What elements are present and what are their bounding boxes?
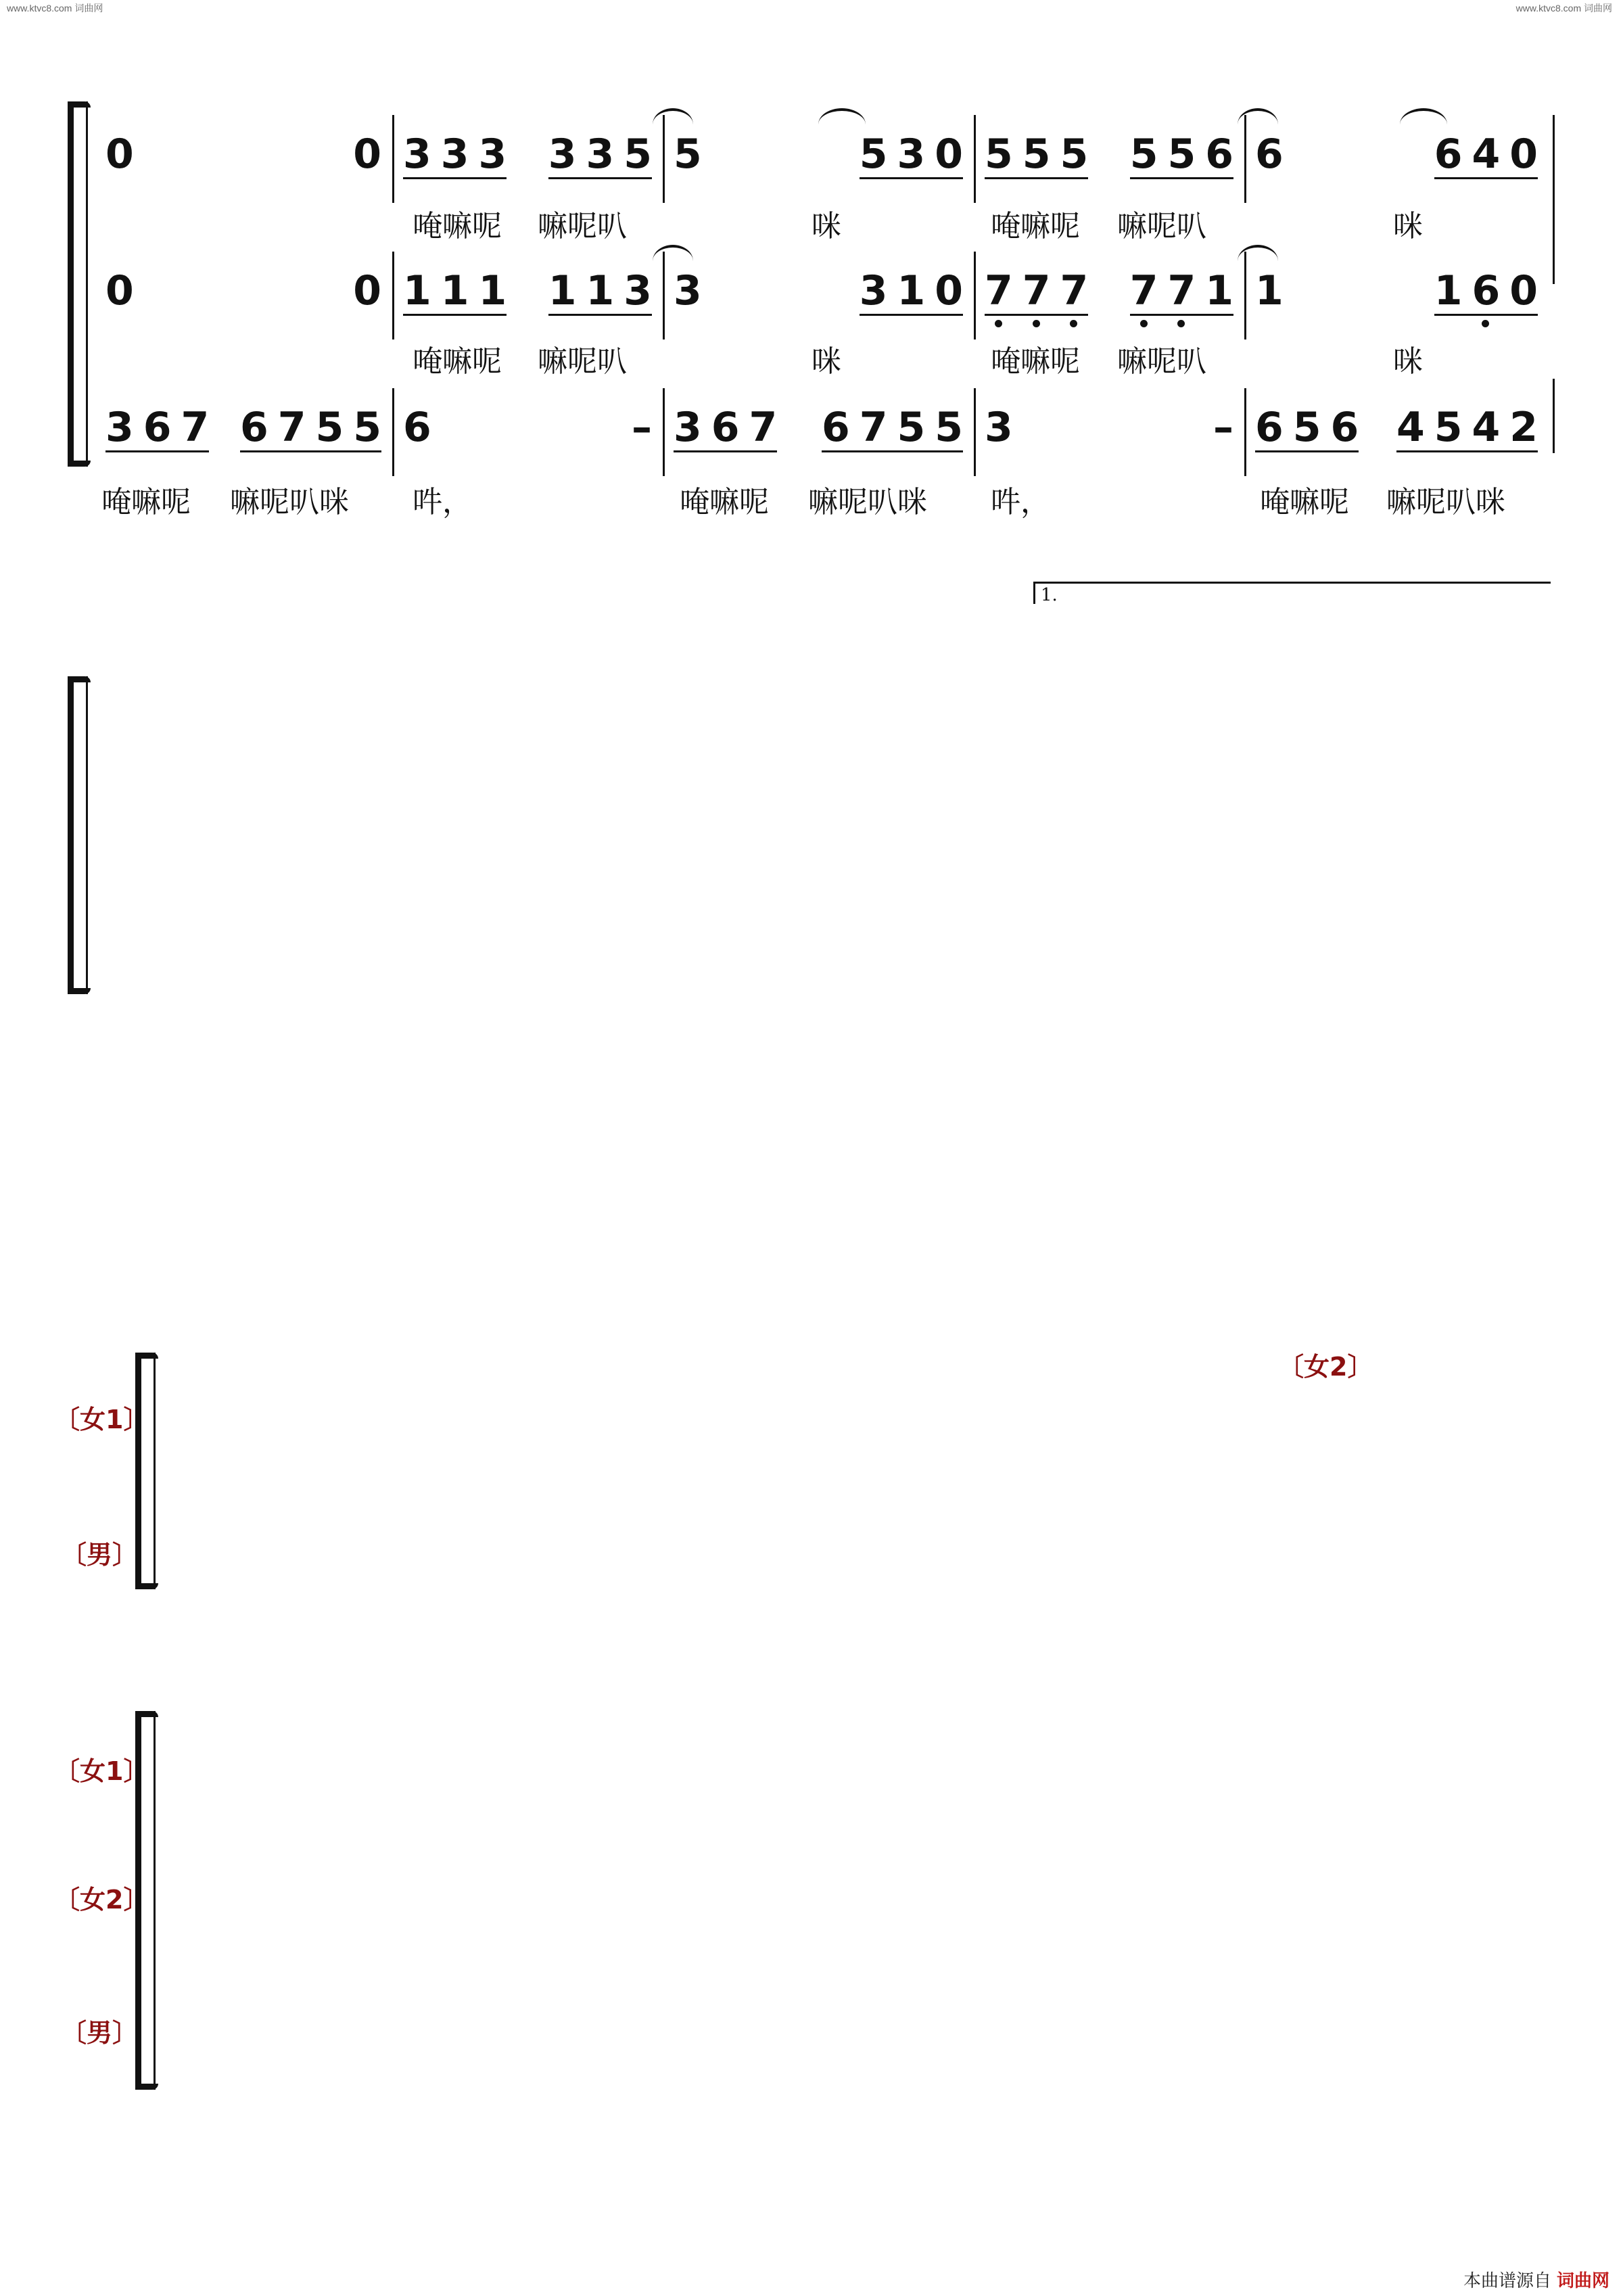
system-4	[0, 1346, 1623, 1637]
beat	[985, 406, 1013, 449]
barline	[974, 115, 976, 203]
lyric-syllable: 咪	[812, 209, 841, 243]
note: 5	[859, 131, 888, 178]
lyric-syllable: 嘛呢叭咪	[808, 485, 927, 519]
note: 7	[1060, 269, 1089, 312]
barline	[392, 252, 394, 339]
measure	[95, 133, 392, 176]
measure	[392, 406, 663, 449]
beat	[1396, 406, 1538, 452]
lyric-syllable: 嘛呢叭咪	[1386, 485, 1505, 519]
barline	[1244, 115, 1246, 203]
barline	[1244, 252, 1246, 339]
footer-brand: 词曲网	[1556, 2271, 1609, 2291]
note: 6	[1434, 131, 1463, 178]
measure	[95, 269, 392, 312]
beat	[353, 269, 381, 312]
lyric-syllable: 咪	[1393, 209, 1423, 243]
lyric-syllable: 咪	[812, 344, 841, 379]
beat	[674, 269, 702, 312]
lyric-syllable: 咪	[1393, 344, 1423, 379]
system-2	[0, 575, 1623, 1089]
note: 3	[674, 267, 702, 314]
note: 5	[624, 131, 652, 178]
lyric-syllable: 嘛呢叭	[1117, 344, 1206, 379]
measure	[663, 269, 974, 316]
note: 1	[440, 267, 469, 314]
note: 3	[985, 404, 1013, 451]
barline	[663, 388, 665, 476]
part-label-male: 〔男〕	[61, 1540, 139, 1570]
footer	[1463, 2267, 1609, 2292]
note: 7	[1168, 269, 1196, 312]
note: 5	[1292, 404, 1321, 451]
note: 3	[624, 267, 652, 314]
lyric-syllable: 嘛呢叭	[538, 209, 627, 243]
dash-hold: –	[1213, 404, 1233, 451]
note: 5	[1434, 404, 1463, 451]
note: 2	[1509, 404, 1538, 451]
beat	[105, 133, 134, 176]
beat	[822, 406, 963, 452]
lyric-syllable: 唵嘛呢	[991, 209, 1080, 243]
note: 3	[548, 131, 577, 178]
note: 0	[105, 131, 134, 178]
lyrics-line	[0, 477, 1623, 519]
beat	[860, 269, 963, 316]
note: 0	[1509, 267, 1538, 314]
note: 5	[897, 404, 926, 451]
barline	[663, 252, 665, 339]
note: 6	[240, 404, 268, 451]
note: 4	[1472, 404, 1501, 451]
lyric-syllable: 嘛呢叭	[1117, 209, 1206, 243]
beat	[403, 133, 507, 179]
note: 5	[1022, 131, 1051, 178]
header-right: www.ktvc8.com 词曲网	[1515, 3, 1612, 14]
barline	[392, 388, 394, 476]
lyric-syllable: 吽，	[413, 485, 472, 519]
beat	[105, 269, 134, 312]
system-3	[0, 1163, 1623, 1258]
note: 0	[353, 267, 381, 314]
barline	[1553, 379, 1555, 453]
measure	[392, 269, 663, 316]
beat	[674, 406, 777, 452]
beat	[1255, 269, 1284, 312]
beat	[1130, 269, 1233, 316]
lyric-syllable: 唵嘛呢	[101, 485, 191, 519]
lyric-syllable: 嘛呢叭	[538, 344, 627, 379]
lyric-syllable: 吽，	[991, 485, 1050, 519]
header-left: www.ktvc8.com 词曲网	[7, 3, 103, 14]
volta-number: 1.	[1041, 585, 1058, 605]
lyric-syllable: 唵嘛呢	[1260, 485, 1349, 519]
note: 7	[1130, 269, 1158, 312]
note: 7	[277, 404, 306, 451]
measure	[1035, 641, 1207, 645]
lyric-syllable: 唵嘛呢	[413, 209, 502, 243]
note: 0	[1509, 131, 1538, 178]
note: 6	[1205, 131, 1233, 178]
barline	[663, 115, 665, 203]
note: 1	[1434, 267, 1463, 314]
note: 0	[935, 267, 963, 314]
note: 3	[440, 131, 469, 178]
note: 1	[548, 267, 577, 314]
measure	[663, 406, 974, 452]
beat	[353, 133, 381, 176]
part-label-male: 〔男〕	[61, 2018, 139, 2048]
note: 6	[711, 404, 740, 451]
note: 5	[1060, 131, 1089, 178]
note: 6	[1472, 269, 1501, 312]
note: 5	[353, 404, 381, 451]
note: 4	[1396, 404, 1425, 451]
system-5	[0, 1697, 1623, 2130]
note: 7	[985, 269, 1013, 312]
system-bracket	[68, 101, 85, 467]
note: 5	[1129, 131, 1158, 178]
note: 3	[897, 131, 926, 178]
beat	[985, 269, 1088, 316]
barline	[1553, 115, 1555, 284]
note: 1	[478, 267, 507, 314]
beat	[1255, 406, 1359, 452]
volta-bracket	[1033, 582, 1551, 604]
beat	[1213, 406, 1233, 449]
note: 3	[478, 131, 507, 178]
note: 7	[749, 404, 778, 451]
beat	[860, 133, 963, 179]
note: 7	[859, 404, 888, 451]
note: 6	[403, 404, 431, 451]
beat	[403, 406, 431, 449]
barline	[974, 388, 976, 476]
beat	[240, 406, 381, 452]
barline	[392, 115, 394, 203]
beat	[105, 406, 209, 452]
measure	[974, 406, 1244, 449]
note: 3	[105, 404, 134, 451]
footer-text: 本曲谱源自	[1463, 2271, 1551, 2291]
lyric-syllable: 嘛呢叭咪	[230, 485, 349, 519]
note: 5	[985, 131, 1013, 178]
note: 6	[143, 404, 172, 451]
beat	[403, 269, 507, 316]
measure	[95, 406, 392, 452]
beat	[674, 133, 702, 176]
note: 5	[935, 404, 963, 451]
measure	[1244, 406, 1549, 452]
lyric-syllable: 唵嘛呢	[680, 485, 769, 519]
note: 0	[105, 267, 134, 314]
note: 4	[1472, 131, 1501, 178]
part-label-female1: 〔女1〕	[54, 1756, 149, 1786]
barline	[1244, 388, 1246, 476]
beat	[548, 133, 652, 179]
note: 7	[1022, 269, 1051, 312]
measure	[1244, 133, 1549, 179]
note: 1	[1255, 267, 1284, 314]
beat	[548, 269, 652, 316]
lyric-syllable: 唵嘛呢	[991, 344, 1080, 379]
note: 5	[315, 404, 344, 451]
note: 5	[674, 131, 702, 178]
note: 6	[1330, 404, 1359, 451]
lyric-syllable: 唵嘛呢	[413, 344, 502, 379]
note: 6	[822, 404, 850, 451]
note: 3	[403, 131, 431, 178]
lyrics-line	[0, 202, 1623, 243]
note: 0	[935, 131, 963, 178]
measure	[392, 133, 663, 179]
measure	[1244, 269, 1549, 316]
beat	[632, 406, 652, 449]
note: 0	[353, 131, 381, 178]
note: 1	[586, 267, 615, 314]
note: 6	[1255, 404, 1284, 451]
note: 1	[1205, 267, 1233, 314]
measure	[974, 133, 1244, 179]
part-label-female2: 〔女2〕	[54, 1885, 149, 1915]
system-bracket	[68, 676, 85, 994]
note: 1	[403, 267, 431, 314]
beat	[1434, 133, 1538, 179]
note: 3	[586, 131, 615, 178]
note: 5	[1167, 131, 1196, 178]
note: 3	[674, 404, 702, 451]
note: 3	[859, 267, 888, 314]
part-label-female2: 〔女2〕	[1278, 1352, 1373, 1382]
note: 1	[897, 267, 926, 314]
dash-hold: –	[632, 404, 652, 451]
beat	[1130, 133, 1233, 179]
beat	[1434, 269, 1538, 316]
beat	[1255, 133, 1284, 176]
beat	[985, 133, 1088, 179]
note: 7	[181, 404, 210, 451]
note: 6	[1255, 131, 1284, 178]
lyrics-line	[0, 337, 1623, 379]
measure	[974, 269, 1244, 316]
part-label-female1: 〔女1〕	[54, 1405, 149, 1434]
measure	[663, 133, 974, 179]
barline	[974, 252, 976, 339]
